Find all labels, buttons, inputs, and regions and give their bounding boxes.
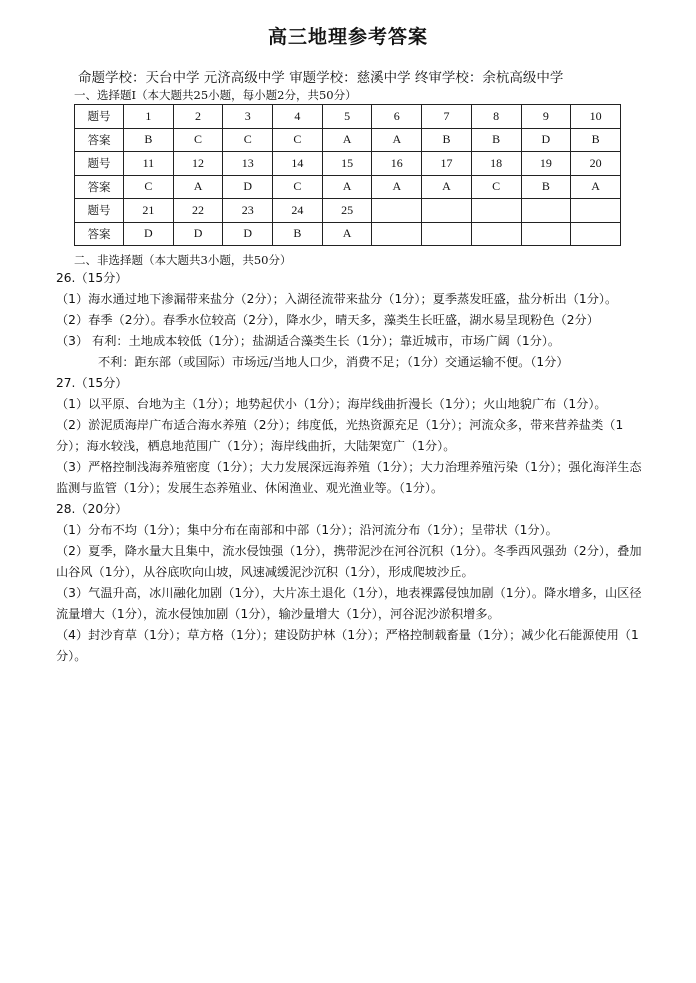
table-cell: D [173, 222, 223, 246]
table-cell: A [322, 222, 372, 246]
table-cell [422, 199, 472, 223]
table-cell: D [223, 222, 273, 246]
table-cell [571, 199, 621, 223]
page-title: 高三地理参考答案 [267, 26, 428, 48]
row-header: 答案 [75, 222, 124, 246]
table-cell: B [124, 128, 174, 152]
table-cell: 20 [571, 152, 621, 176]
table-cell [521, 222, 571, 246]
table-cell: 18 [471, 152, 521, 176]
table-row [75, 128, 621, 152]
q27-part1: （1）以平原、台地为主（1分）；地势起伏小（1分）；海岸线曲折漫长（1分）；火山地貌广布（1分）。 [56, 397, 607, 411]
table-row [75, 222, 621, 246]
table-cell [422, 222, 472, 246]
table-cell: B [471, 128, 521, 152]
table-cell: B [571, 128, 621, 152]
table-cell: 9 [521, 105, 571, 129]
table-cell: 24 [273, 199, 323, 223]
table-cell: A [322, 175, 372, 199]
table-cell: A [372, 175, 422, 199]
answers-body [56, 268, 642, 667]
table-cell: 12 [173, 152, 223, 176]
table-cell [521, 199, 571, 223]
q26-part3-disadvantage: 不利：距东部（或国际）市场远/当地人口少，消费不足；（1分）交通运输不便。（1分） [98, 355, 569, 369]
table-cell: 3 [223, 105, 273, 129]
q26-part3: （3） 有利：土地成本较低（1分）；盐湖适合藻类生长（1分）；靠近城市，市场广阔（1分）。 [56, 334, 561, 348]
table-cell: B [422, 128, 472, 152]
table-cell: 16 [372, 152, 422, 176]
table-cell: B [521, 175, 571, 199]
table-cell: D [124, 222, 174, 246]
table-cell: C [223, 128, 273, 152]
table-cell: A [372, 128, 422, 152]
table-row [75, 105, 621, 129]
table-cell: 21 [124, 199, 174, 223]
q27-heading: 27.（15分） [56, 376, 128, 390]
table-cell: 8 [471, 105, 521, 129]
table-cell: 15 [322, 152, 372, 176]
table-cell [471, 222, 521, 246]
table-cell: 7 [422, 105, 472, 129]
q28-part3: （3）气温升高，冰川融化加剧（1分），大片冻土退化（1分），地表裸露侵蚀加剧（1分）。降水增多，山区径流量增大（1分），流水侵蚀加剧（1分），输沙量增大（1分），河谷泥沙淤积增多。 [56, 586, 642, 621]
q28-heading: 28.（20分） [56, 502, 128, 516]
table-cell: C [173, 128, 223, 152]
table-cell: 25 [322, 199, 372, 223]
q28-part1: （1）分布不均（1分）；集中分布在南部和中部（1分）；沿河流分布（1分）；呈带状（1分）。 [56, 523, 558, 537]
row-header: 答案 [75, 128, 124, 152]
table-cell: 13 [223, 152, 273, 176]
school-credits: 命题学校：天台中学 元济高级中学 审题学校：慈溪中学 终审学校：余杭高级中学 [78, 70, 564, 86]
row-header: 题号 [75, 152, 124, 176]
table-cell: C [471, 175, 521, 199]
table-cell: B [273, 222, 323, 246]
q28-part2: （2）夏季，降水量大且集中，流水侵蚀强（1分），携带泥沙在河谷沉积（1分）。冬季西风强劲（2分），叠加山谷风（1分），从谷底吹向山坡，风速减缓泥沙沉积（1分），形成爬坡沙丘。 [56, 544, 642, 579]
row-header: 答案 [75, 175, 124, 199]
q28-part4: （4）封沙育草（1分）；草方格（1分）；建设防护林（1分）；严格控制载畜量（1分）；减少化石能源使用（1分）。 [56, 628, 639, 663]
table-cell [372, 199, 422, 223]
table-cell: 2 [173, 105, 223, 129]
table-row [75, 199, 621, 223]
row-header: 题号 [75, 105, 124, 129]
table-cell: A [322, 128, 372, 152]
table-cell: 4 [273, 105, 323, 129]
table-cell [372, 222, 422, 246]
row-header: 题号 [75, 199, 124, 223]
q27-part3: （3）严格控制浅海养殖密度（1分）；大力发展深远海养殖（1分）；大力治理养殖污染（1分）；强化海洋生态监测与监管（1分）；发展生态养殖业、休闲渔业、观光渔业等。（1分）。 [56, 460, 642, 495]
table-cell [571, 222, 621, 246]
section2-heading: 二、非选择题（本大题共3小题，共50分） [74, 253, 292, 267]
table-cell: 22 [173, 199, 223, 223]
table-cell: D [223, 175, 273, 199]
section1-heading: 一、选择题Ⅰ（本大题共25小题，每小题2分，共50分） [74, 88, 357, 102]
q26-heading: 26.（15分） [56, 271, 128, 285]
q26-part1: （1）海水通过地下渗漏带来盐分（2分）；入湖径流带来盐分（1分）；夏季蒸发旺盛，盐分析出（1分）。 [56, 292, 618, 306]
table-cell: 6 [372, 105, 422, 129]
q27-part2: （2）淤泥质海岸广布适合海水养殖（2分）；纬度低，光热资源充足（1分）；河流众多，带来营养盐类（1分）；海水较浅，栖息地范围广（1分）；海岸线曲折，大陆架宽广（1分）。 [56, 418, 624, 453]
table-cell: A [571, 175, 621, 199]
table-cell: D [521, 128, 571, 152]
table-cell: A [173, 175, 223, 199]
table-cell [471, 199, 521, 223]
table-row [75, 175, 621, 199]
table-cell: C [273, 175, 323, 199]
table-cell: 14 [273, 152, 323, 176]
table-cell: 19 [521, 152, 571, 176]
table-row [75, 152, 621, 176]
table-cell: 1 [124, 105, 174, 129]
table-cell: 23 [223, 199, 273, 223]
table-cell: A [422, 175, 472, 199]
answer-table [74, 104, 621, 246]
table-cell: 5 [322, 105, 372, 129]
table-cell: 10 [571, 105, 621, 129]
table-cell: C [273, 128, 323, 152]
q26-part2: （2）春季（2分）。春季水位较高（2分），降水少，晴天多，藻类生长旺盛，湖水易呈现粉色（2分） [56, 313, 599, 327]
table-cell: 17 [422, 152, 472, 176]
table-cell: 11 [124, 152, 174, 176]
table-cell: C [124, 175, 174, 199]
